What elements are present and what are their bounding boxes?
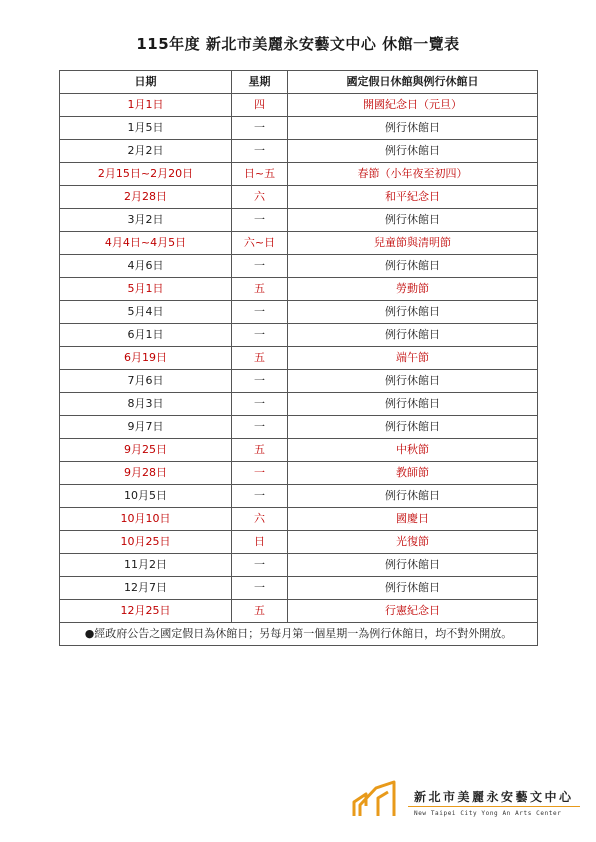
cell-weekday: 一 bbox=[232, 577, 288, 600]
table-row bbox=[60, 117, 538, 140]
cell-date: 2月2日 bbox=[60, 140, 232, 163]
table-row bbox=[60, 462, 538, 485]
cell-weekday: 一 bbox=[232, 485, 288, 508]
cell-weekday: 六~日 bbox=[232, 232, 288, 255]
cell-date: 10月25日 bbox=[60, 531, 232, 554]
cell-date: 6月19日 bbox=[60, 347, 232, 370]
cell-weekday: 六 bbox=[232, 508, 288, 531]
closure-table bbox=[59, 70, 538, 646]
table-row bbox=[60, 232, 538, 255]
cell-weekday: 一 bbox=[232, 117, 288, 140]
cell-reason: 春節（小年夜至初四） bbox=[288, 163, 538, 186]
table-row bbox=[60, 600, 538, 623]
cell-reason: 國慶日 bbox=[288, 508, 538, 531]
logo-name-zh: 新北市美麗永安藝文中心 bbox=[414, 790, 574, 804]
cell-reason: 例行休館日 bbox=[288, 416, 538, 439]
cell-weekday: 一 bbox=[232, 301, 288, 324]
header-date: 日期 bbox=[60, 71, 232, 94]
cell-date: 10月5日 bbox=[60, 485, 232, 508]
cell-reason: 兒童節與清明節 bbox=[288, 232, 538, 255]
cell-reason: 例行休館日 bbox=[288, 370, 538, 393]
cell-date: 9月28日 bbox=[60, 462, 232, 485]
table-header-row bbox=[60, 71, 538, 94]
cell-date: 9月7日 bbox=[60, 416, 232, 439]
cell-weekday: 一 bbox=[232, 370, 288, 393]
cell-reason: 和平紀念日 bbox=[288, 186, 538, 209]
table-row bbox=[60, 163, 538, 186]
table-row bbox=[60, 416, 538, 439]
cell-reason: 端午節 bbox=[288, 347, 538, 370]
table-row bbox=[60, 485, 538, 508]
cell-reason: 例行休館日 bbox=[288, 577, 538, 600]
cell-reason: 例行休館日 bbox=[288, 301, 538, 324]
cell-reason: 行憲紀念日 bbox=[288, 600, 538, 623]
cell-date: 9月25日 bbox=[60, 439, 232, 462]
cell-weekday: 一 bbox=[232, 324, 288, 347]
cell-weekday: 四 bbox=[232, 94, 288, 117]
header-weekday: 星期 bbox=[232, 71, 288, 94]
cell-reason: 光復節 bbox=[288, 531, 538, 554]
cell-date: 5月1日 bbox=[60, 278, 232, 301]
table-row bbox=[60, 209, 538, 232]
cell-weekday: 日~五 bbox=[232, 163, 288, 186]
cell-weekday: 五 bbox=[232, 600, 288, 623]
cell-date: 12月7日 bbox=[60, 577, 232, 600]
table-row bbox=[60, 347, 538, 370]
table-row bbox=[60, 301, 538, 324]
cell-weekday: 一 bbox=[232, 554, 288, 577]
cell-date: 12月25日 bbox=[60, 600, 232, 623]
center-logo bbox=[352, 780, 592, 820]
cell-weekday: 五 bbox=[232, 347, 288, 370]
cell-date: 10月10日 bbox=[60, 508, 232, 531]
table-row bbox=[60, 140, 538, 163]
cell-weekday: 一 bbox=[232, 416, 288, 439]
cell-weekday: 一 bbox=[232, 462, 288, 485]
cell-reason: 開國紀念日（元旦） bbox=[288, 94, 538, 117]
table-row bbox=[60, 577, 538, 600]
table-row bbox=[60, 255, 538, 278]
cell-date: 1月5日 bbox=[60, 117, 232, 140]
footnote: ●經政府公告之國定假日為休館日；另每月第一個星期一為例行休館日，均不對外開放。 bbox=[60, 623, 538, 646]
cell-date: 7月6日 bbox=[60, 370, 232, 393]
cell-weekday: 五 bbox=[232, 278, 288, 301]
table-row bbox=[60, 186, 538, 209]
cell-reason: 例行休館日 bbox=[288, 140, 538, 163]
note-row bbox=[60, 623, 538, 646]
table-row bbox=[60, 554, 538, 577]
table-row bbox=[60, 531, 538, 554]
cell-date: 11月2日 bbox=[60, 554, 232, 577]
house-outline-logo-icon bbox=[352, 780, 408, 818]
logo-name-en: New Taipei City Yong An Arts Center bbox=[414, 810, 562, 817]
table-row bbox=[60, 278, 538, 301]
cell-weekday: 六 bbox=[232, 186, 288, 209]
cell-reason: 例行休館日 bbox=[288, 485, 538, 508]
cell-reason: 例行休館日 bbox=[288, 324, 538, 347]
cell-weekday: 日 bbox=[232, 531, 288, 554]
cell-date: 3月2日 bbox=[60, 209, 232, 232]
cell-date: 5月4日 bbox=[60, 301, 232, 324]
cell-weekday: 一 bbox=[232, 209, 288, 232]
cell-reason: 教師節 bbox=[288, 462, 538, 485]
cell-date: 2月15日~2月20日 bbox=[60, 163, 232, 186]
table-row bbox=[60, 94, 538, 117]
table-row bbox=[60, 370, 538, 393]
cell-reason: 勞動節 bbox=[288, 278, 538, 301]
cell-reason: 例行休館日 bbox=[288, 117, 538, 140]
cell-date: 1月1日 bbox=[60, 94, 232, 117]
cell-weekday: 一 bbox=[232, 255, 288, 278]
cell-weekday: 一 bbox=[232, 140, 288, 163]
cell-weekday: 一 bbox=[232, 393, 288, 416]
cell-date: 4月6日 bbox=[60, 255, 232, 278]
cell-reason: 例行休館日 bbox=[288, 209, 538, 232]
page-title: 115年度 新北市美麗永安藝文中心 休館一覽表 bbox=[136, 35, 460, 53]
cell-reason: 例行休館日 bbox=[288, 255, 538, 278]
table-row bbox=[60, 324, 538, 347]
header-reason: 國定假日休館與例行休館日 bbox=[288, 71, 538, 94]
cell-date: 8月3日 bbox=[60, 393, 232, 416]
cell-reason: 例行休館日 bbox=[288, 554, 538, 577]
table-row bbox=[60, 439, 538, 462]
table-body bbox=[60, 94, 538, 623]
cell-date: 6月1日 bbox=[60, 324, 232, 347]
table-row bbox=[60, 508, 538, 531]
cell-weekday: 五 bbox=[232, 439, 288, 462]
cell-date: 2月28日 bbox=[60, 186, 232, 209]
cell-date: 4月4日~4月5日 bbox=[60, 232, 232, 255]
logo-underline bbox=[408, 806, 580, 807]
table-row bbox=[60, 393, 538, 416]
cell-reason: 中秋節 bbox=[288, 439, 538, 462]
cell-reason: 例行休館日 bbox=[288, 393, 538, 416]
